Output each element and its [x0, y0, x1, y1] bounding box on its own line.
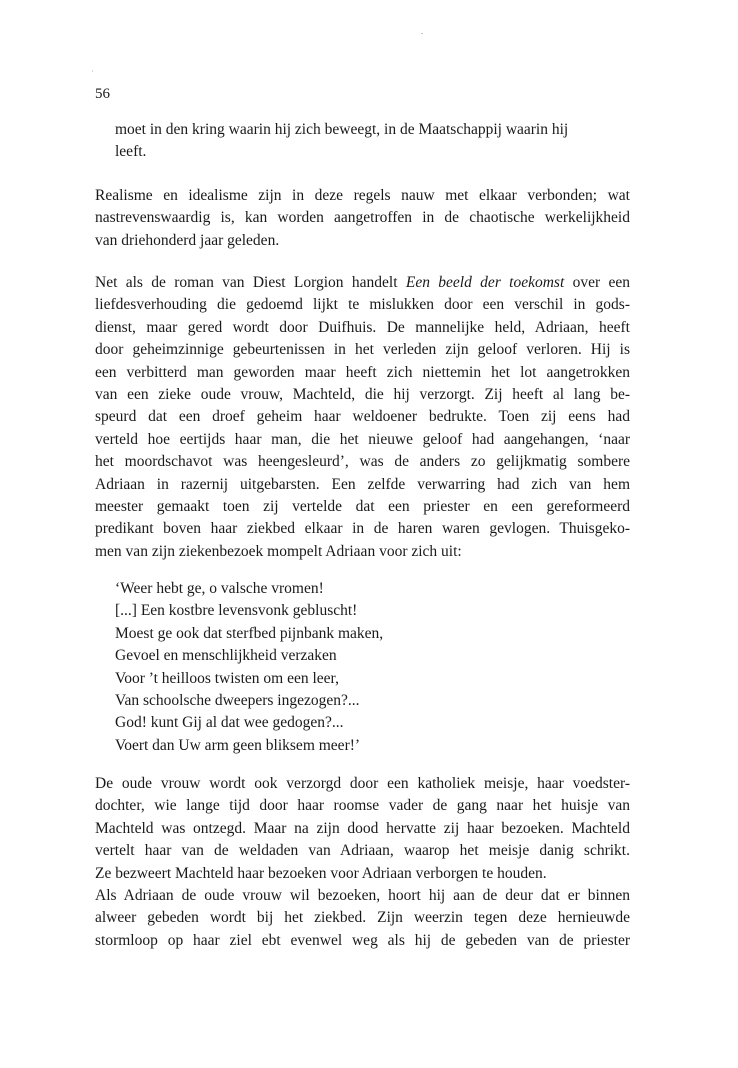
text-line: een verbitterd man geworden maar heeft zich niettemin het lot aangetrokken [95, 363, 630, 381]
paragraph [95, 272, 630, 563]
poem-line: Moest ge ook dat sterfbed pijnbank maken, [115, 624, 384, 642]
text-line: dochter, wie lange tijd door haar roomse vader de gang naar het huisje van [95, 797, 630, 815]
text-line: verteld hoe eertijds haar man, die het nieuwe geloof had aangehangen, ‘naar [95, 430, 630, 448]
text-line: moet in den kring waarin hij zich beweegt, in de Maatschappij waarin hij [115, 121, 569, 138]
scan-speck [92, 70, 93, 72]
text-line: dienst, maar gered wordt door Duifhuis. De mannelijke held, Adriaan, heeft [95, 318, 630, 336]
text-run: Net als de roman van Diest Lorgion handelt [95, 274, 406, 291]
page-number: 56 [95, 86, 110, 102]
text-line: De oude vrouw wordt ook verzorgd door een katholiek meisje, haar voedster- [95, 775, 630, 792]
text-line: predikant boven haar ziekbed elkaar in de haren waren gevlogen. Thuisgeko- [95, 520, 630, 538]
text-line: leeft. [115, 143, 147, 161]
text-line: door geheimzinnige gebeurtenissen in het verleden zijn geloof verloren. Hij is [95, 341, 630, 359]
text-line: speurd dat een droef geheim haar weldoener bedrukte. Toen zij eens had [95, 408, 630, 426]
text-line: liefdesverhouding die gedoemd lijkt te mislukken door een verschil in gods- [95, 296, 630, 314]
text-line: het moordschavot was heengesleurd’, was de anders zo gelijkmatig sombere [95, 453, 630, 471]
text-line: vertelt haar van de weldaden van Adriaan, waarop het meisje danig schrikt. [95, 842, 630, 860]
poem-line: God! kunt Gij al dat wee gedogen?... [115, 714, 344, 732]
poem-line: Voor ’t heilloos twisten om een leer, [115, 669, 339, 687]
paragraph [95, 185, 630, 252]
poem-line: [...] Een kostbre levensvonk gebluscht! [115, 602, 358, 620]
text-line: Als Adriaan de oude vrouw wil bezoeken, hoort hij aan de deur dat er binnen [95, 886, 630, 904]
paragraph [95, 773, 630, 952]
text-line: Realisme en idealisme zijn in deze regels nauw met elkaar verbonden; wat [95, 187, 630, 204]
text-line: nastrevenswaardig is, kan worden aangetroffen in de chaotische werkelijkheid [95, 209, 630, 227]
text-line: van driehonderd jaar geleden. [95, 231, 280, 249]
text-line: Adriaan in razernij uitgebarsten. Een zelfde verwarring had zich van hem [95, 475, 630, 493]
poem-line: ‘Weer hebt ge, o valsche vromen! [115, 580, 324, 597]
text-line: meester gemaakt toen zij vertelde dat een priester en een gereformeerd [95, 497, 630, 515]
text-line: men van zijn ziekenbezoek mompelt Adriaan voor zich uit: [95, 542, 462, 560]
text-run: over een [564, 274, 630, 291]
text-line: stormloop op haar ziel ebt evenwel weg als hij de gebeden van de priester [95, 931, 630, 949]
poem-quote [115, 578, 515, 757]
poem-line: Van schoolsche dweepers ingezogen?... [115, 691, 360, 709]
text-line [95, 272, 630, 294]
text-line: Machteld was ontzegd. Maar na zijn dood hervatte zij haar bezoeken. Machteld [95, 819, 630, 837]
text-line: van een zieke oude vrouw, Machteld, die hij verzorgt. Zij heeft al lang be- [95, 385, 630, 403]
poem-line: Gevoel en menschlijkheid verzaken [115, 647, 337, 665]
quote-continuation [115, 119, 635, 164]
poem-line: Voert dan Uw arm geen bliksem meer!’ [115, 736, 361, 754]
book-title: Een beeld der toekomst [405, 274, 565, 291]
text-line: alweer gebeden wordt bij het ziekbed. Zijn weerzin tegen deze hernieuwde [95, 909, 630, 927]
text-line: Ze bezweert Machteld haar bezoeken voor Adriaan verborgen te houden. [95, 864, 547, 882]
scan-speck [421, 33, 423, 34]
